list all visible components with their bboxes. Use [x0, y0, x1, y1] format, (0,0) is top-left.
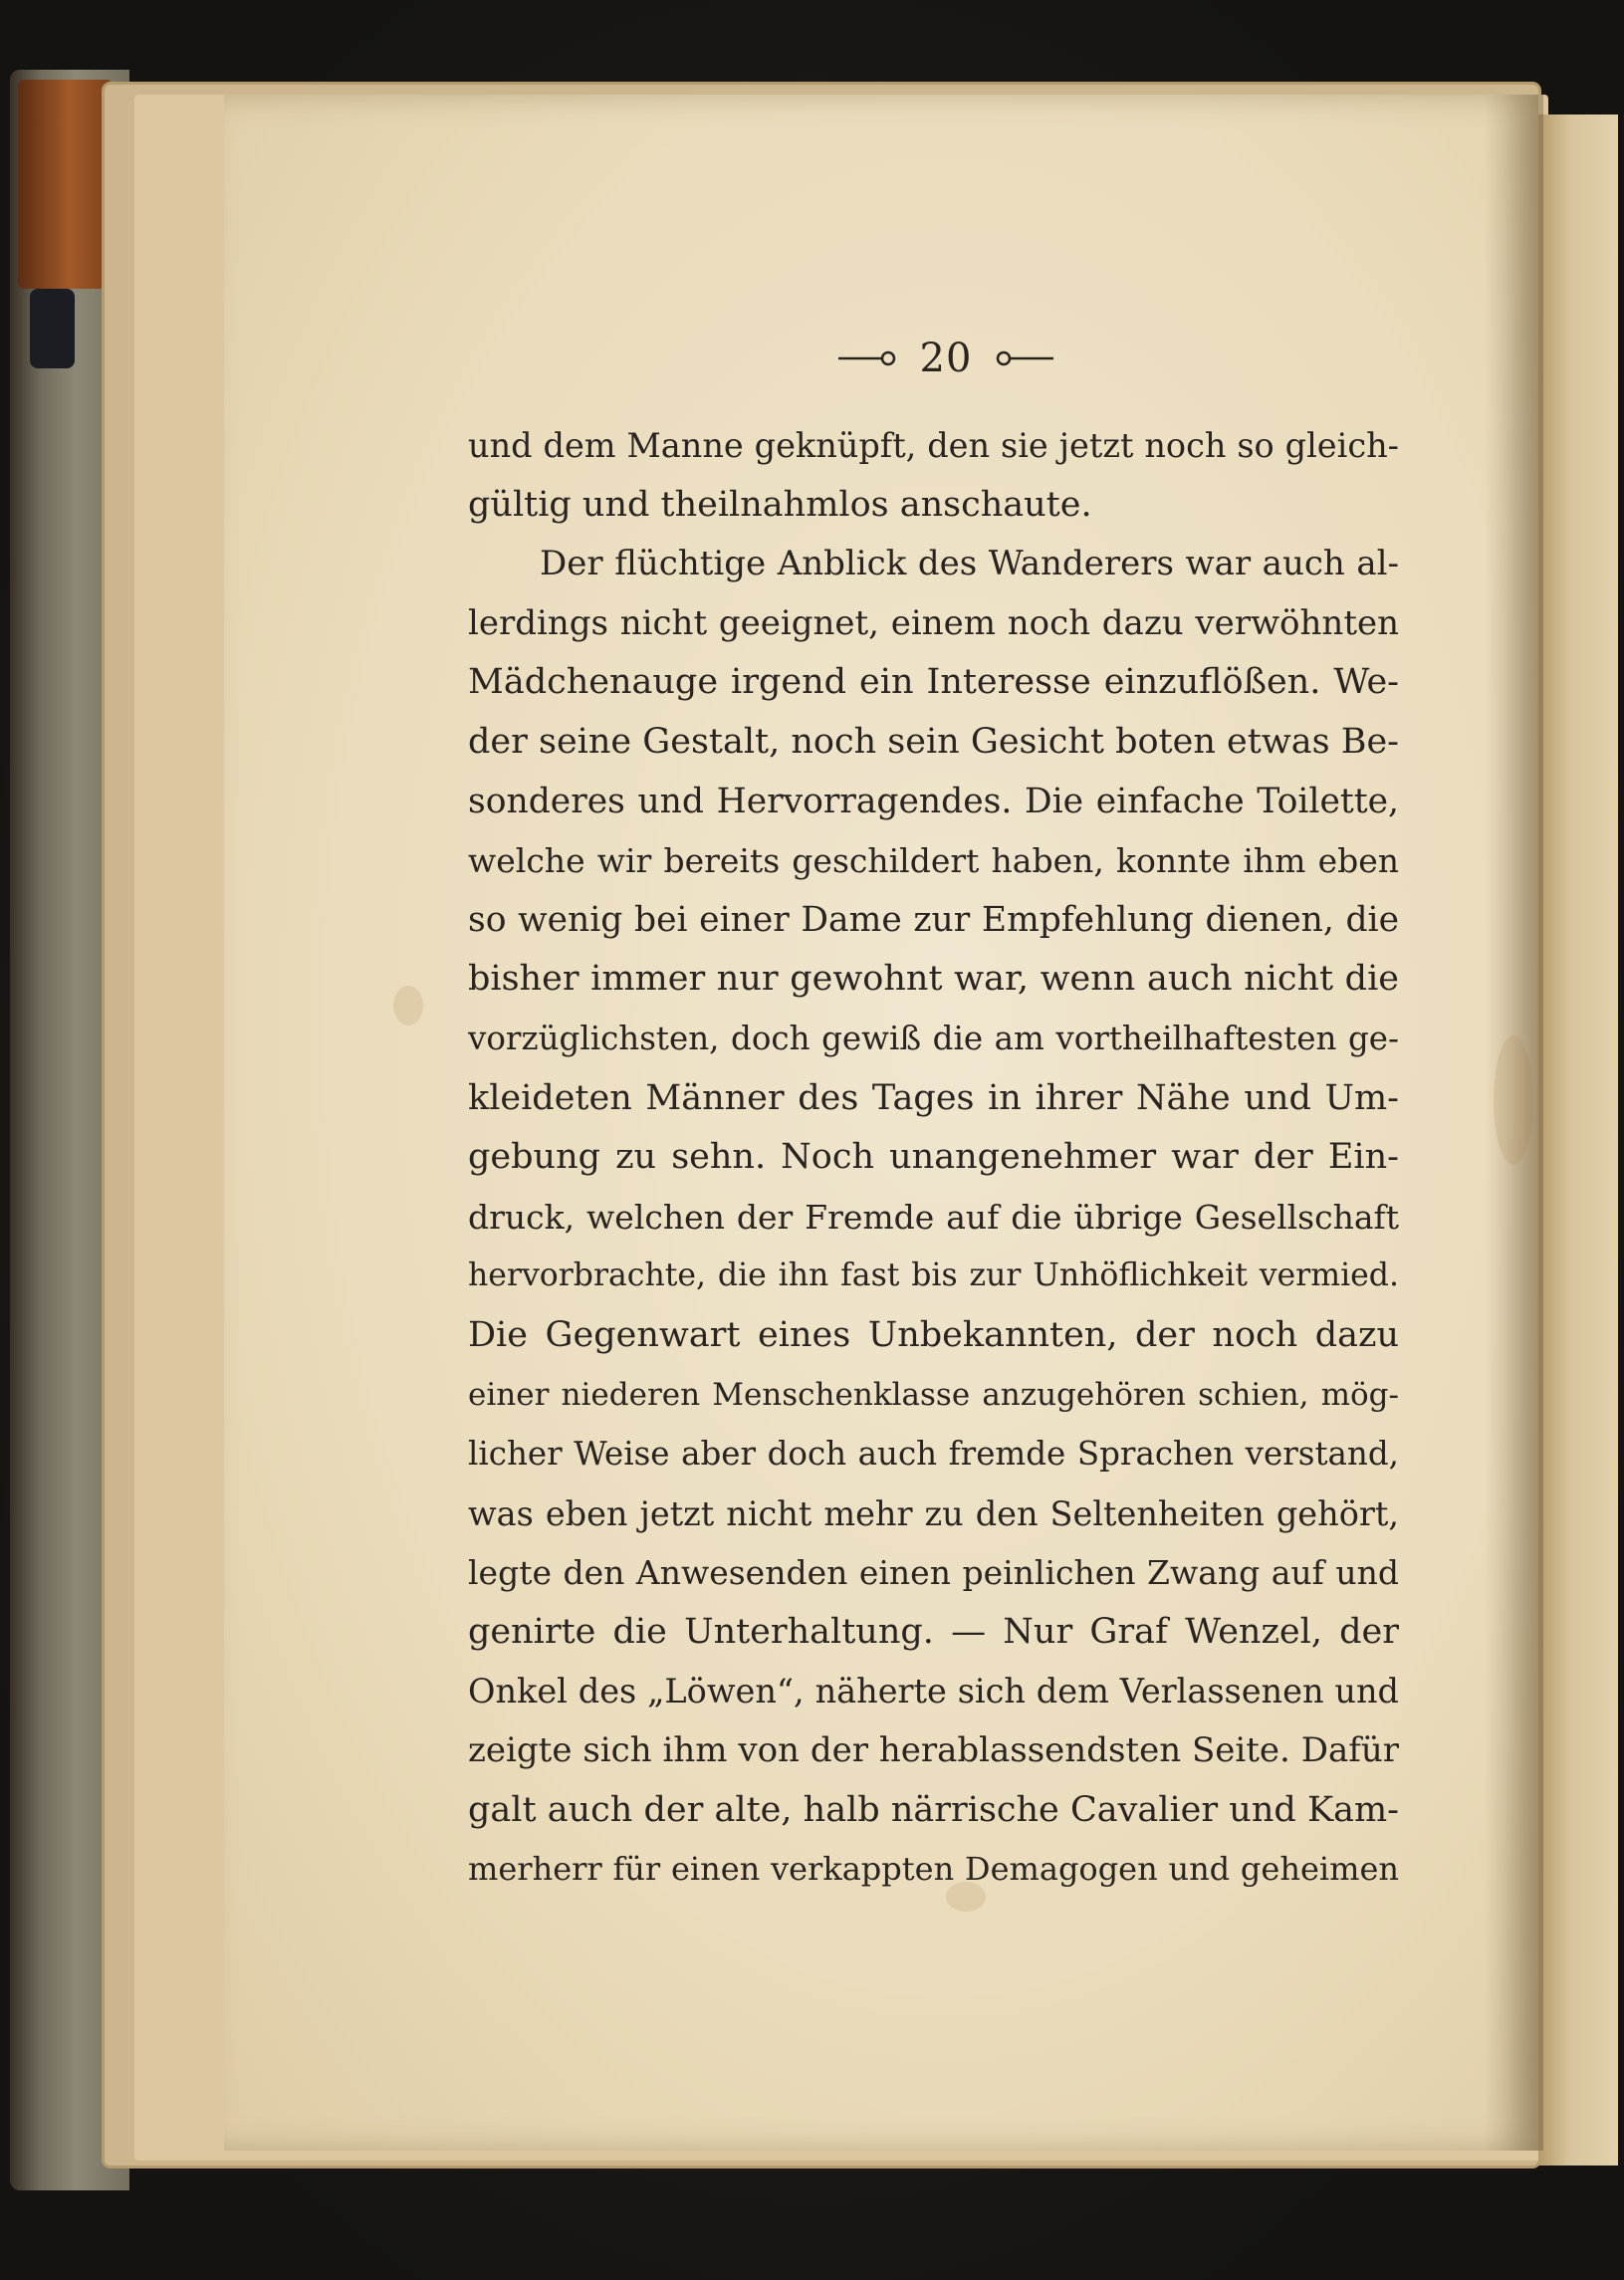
text-line: so wenig bei einer Dame zur Empfehlung dienen, die: [468, 899, 1399, 940]
text-line: legte den Anwesenden einen peinlichen Zwang auf und: [468, 1553, 1399, 1593]
text-line: druck, welchen der Fremde auf die übrige Gesellschaft: [468, 1197, 1399, 1237]
text-line: Der flüchtige Anblick des Wanderers war auch al-: [540, 544, 1399, 584]
text-line: Onkel des „Löwen“, näherte sich dem Verlassenen und: [468, 1672, 1399, 1711]
text-line: und dem Manne geknüpft, den sie jetzt noch so gleich-: [468, 426, 1399, 465]
page-number: 20: [919, 336, 973, 381]
text-line: kleideten Männer des Tages in ihrer Nähe und Um-: [468, 1077, 1399, 1118]
page-stain: [1494, 1035, 1533, 1165]
text-line: der seine Gestalt, noch sein Gesicht boten etwas Be-: [468, 721, 1399, 762]
text-line: einer niederen Menschenklasse anzugehören schien, mög-: [468, 1376, 1399, 1413]
leather-corner: [18, 80, 113, 289]
text-line: welche wir bereits geschildert haben, konnte ihm eben: [468, 841, 1399, 881]
text-line: licher Weise aber doch auch fremde Sprachen verstand,: [468, 1435, 1399, 1474]
text-line: gebung zu sehn. Noch unangenehmer war der Ein-: [468, 1137, 1399, 1178]
left-ornament-icon: [836, 348, 898, 368]
right-ornament-icon: [994, 348, 1055, 368]
text-line: vorzüglichsten, doch gewiß die am vortheilhaftesten ge-: [468, 1019, 1399, 1057]
text-line: gültig und theilnahmlos anschaute.: [468, 484, 1092, 525]
text-line: galt auch der alte, halb närrische Cavalier und Kam-: [468, 1789, 1399, 1830]
page-stain: [393, 986, 423, 1026]
body-text: [468, 416, 1399, 1900]
text-line: Die Gegenwart eines Unbekannten, der noch dazu: [468, 1314, 1399, 1355]
text-line: bisher immer nur gewohnt war, wenn auch nicht die: [468, 959, 1399, 1000]
text-line: Mädchenauge irgend ein Interesse einzuflößen. We-: [468, 662, 1399, 703]
text-line: merherr für einen verkappten Demagogen und geheimen: [468, 1850, 1399, 1889]
page-header: [816, 334, 1075, 383]
text-line: sonderes und Hervorragendes. Die einfache Toilette,: [468, 781, 1399, 821]
text-line: hervorbrachte, die ihn fast bis zur Unhöflichkeit vermied.: [468, 1257, 1399, 1294]
facing-page-edge: [1538, 114, 1618, 2166]
text-line: zeigte sich ihm von der herablassendsten Seite. Dafür: [468, 1730, 1399, 1771]
cover-damage: [30, 289, 75, 368]
text-line: lerdings nicht geeignet, einem noch dazu verwöhnten: [468, 602, 1399, 643]
text-line: genirte die Unterhaltung. — Nur Graf Wenzel, der: [468, 1611, 1399, 1652]
text-line: was eben jetzt nicht mehr zu den Seltenheiten gehört,: [468, 1493, 1399, 1533]
